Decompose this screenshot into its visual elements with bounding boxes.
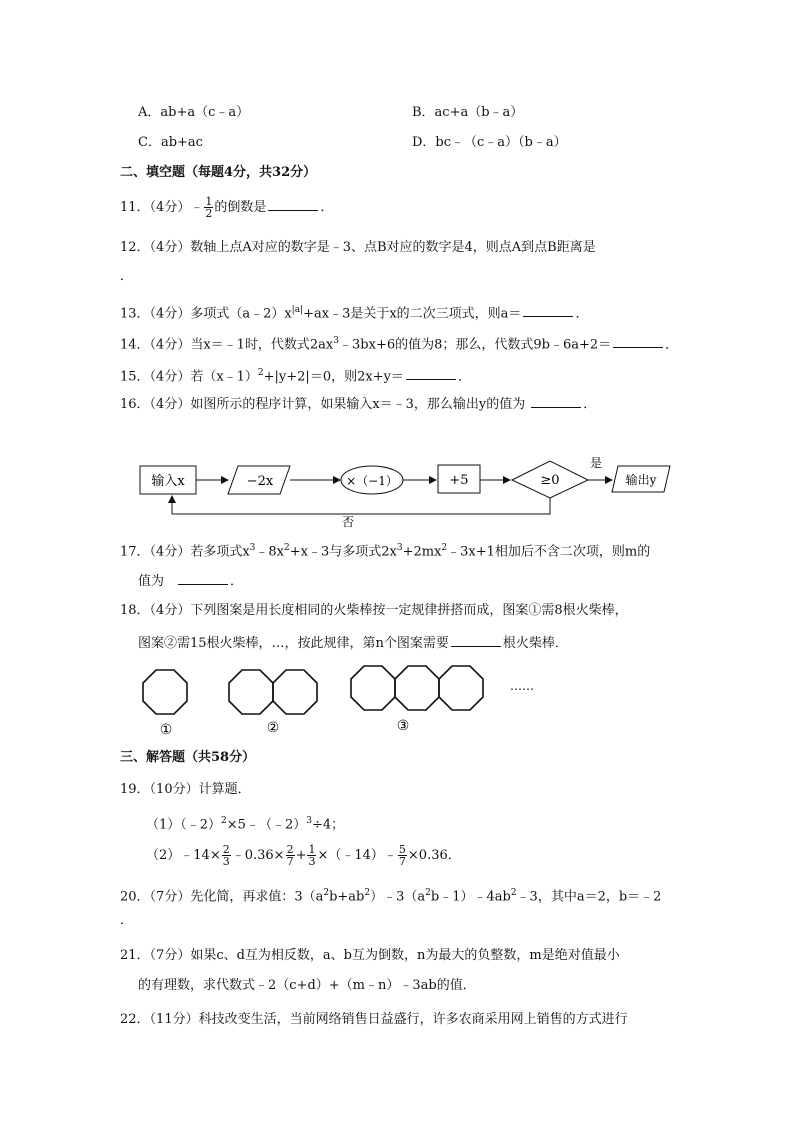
fraction: $\frac{2}{7}$ xyxy=(286,843,294,868)
question-15: 15．（4分）若（x﹣1）$^2$+|y+2|＝0，则2x+y＝ ． xyxy=(120,368,471,385)
step3-label: +5 xyxy=(449,473,469,488)
answer-blank xyxy=(523,304,573,317)
figure-2-b xyxy=(273,670,317,714)
answer-blank xyxy=(178,572,228,585)
figure-1-label: ① xyxy=(159,722,173,738)
answer-blank xyxy=(531,395,581,408)
question-20-cont: ． xyxy=(120,913,134,928)
question-21-cont: 的有理数，求代数式﹣2（c+d）+（m﹣n）﹣3ab的值． xyxy=(138,978,476,993)
answer-blank xyxy=(268,198,318,211)
answer-blank xyxy=(613,335,663,348)
step2-label: ×（−1） xyxy=(346,474,398,488)
question-19-part-1: （1）（﹣2）$^2$×5﹣（﹣2）$^3$÷4； xyxy=(146,816,345,833)
section-heading: 二、填空题（每题4分，共32分） xyxy=(120,165,317,180)
q11-post: 的倒数是 xyxy=(214,200,267,215)
question-13: 13．（4分）多项式$(a﹣2)x^{|a|}+ax﹣3$是关于x的二次三项式，则a＝ ． xyxy=(120,305,589,322)
figure-2-label: ② xyxy=(266,720,280,736)
question-17-cont: 值为 ． xyxy=(138,574,244,589)
option-c: C．ab+ac xyxy=(138,135,203,150)
figure-2-a xyxy=(229,670,273,714)
question-12-cont: ． xyxy=(120,269,134,284)
option-d: D．bc﹣（c﹣a）（b﹣a） xyxy=(412,135,567,150)
figure-3-label: ③ xyxy=(396,718,410,734)
yes-label: 是 xyxy=(589,456,603,470)
condition-label: ≥0 xyxy=(540,473,560,488)
question-18-cont: 图案②需15根火柴棒，…，按此规律，第n个图案需要 根火柴棒． xyxy=(138,636,568,651)
fraction: $\frac{2}{3}$ xyxy=(222,843,230,868)
question-17: 17．（4分）若多项式$x^3﹣8x^2+x﹣3$与多项式$2x^3+2mx^2﹣3x+1$相加后不含二次项，则m的 xyxy=(120,543,651,560)
matchstick-figures xyxy=(130,660,550,740)
fraction: $\frac{1}{2}$ xyxy=(205,195,213,220)
output-label: 输出y xyxy=(625,473,657,487)
figure-3-b xyxy=(395,666,439,710)
option-a: A．ab+a（c﹣a） xyxy=(138,105,250,120)
question-11: 11．（4分）﹣ $\frac{1}{2}$ 的倒数是 ． xyxy=(120,195,334,220)
answer-blank xyxy=(451,634,501,647)
figure-1 xyxy=(143,670,187,714)
step1-label: −2x xyxy=(246,474,274,489)
question-19-part-2: （2）﹣14× $\frac{2}{3}$ ﹣0.36× $\frac{2}{7}$ + $\frac{1}{3}$ ×（﹣14）﹣ $\frac{5}{7}$ ×0.36． xyxy=(146,843,461,868)
question-19: 19．（10分）计算题． xyxy=(120,782,251,797)
answer-blank xyxy=(406,367,456,380)
program-flowchart xyxy=(130,452,680,530)
question-20: 20．（7分）先化简，再求值：$3(a^2b+ab^2)﹣3(a^2b﹣1)﹣4ab^2﹣3$，其中a＝2，b＝﹣2 xyxy=(120,888,662,905)
ellipsis: …… xyxy=(510,679,534,693)
section-heading: 三、解答题（共58分） xyxy=(120,750,256,765)
question-14: 14．（4分）当x＝﹣1时，代数式$2ax^3﹣3bx+6$的值为8；那么，代数式9b﹣6a+2＝ ． xyxy=(120,336,679,353)
input-label: 输入x xyxy=(151,474,185,489)
question-18: 18．（4分）下列图案是用长度相同的火柴棒按一定规律拼搭而成，图案①需8根火柴棒， xyxy=(120,603,628,618)
fraction: $\frac{5}{7}$ xyxy=(398,843,406,868)
question-21: 21．（7分）如果c、d互为相反数，a、b互为倒数，n为最大的负整数，m是绝对值最小 xyxy=(120,948,620,963)
option-b: B．ac+a（b﹣a） xyxy=(412,105,524,120)
no-label: 否 xyxy=(341,515,355,529)
figure-3-c xyxy=(439,666,483,710)
q11-pre: 11．（4分）﹣ xyxy=(120,200,204,215)
question-22: 22．（11分）科技改变生活，当前网络销售日益盛行，许多农商采用网上销售的方式进行 xyxy=(120,1012,628,1027)
figure-3-a xyxy=(351,666,395,710)
question-12: 12．（4分）数轴上点A对应的数字是﹣3、点B对应的数字是4，则点A到点B距离是 xyxy=(120,240,596,255)
question-16: 16．（4分）如图所示的程序计算，如果输入x＝﹣3，那么输出y的值为 ． xyxy=(120,397,597,412)
fraction: $\frac{1}{3}$ xyxy=(308,843,316,868)
